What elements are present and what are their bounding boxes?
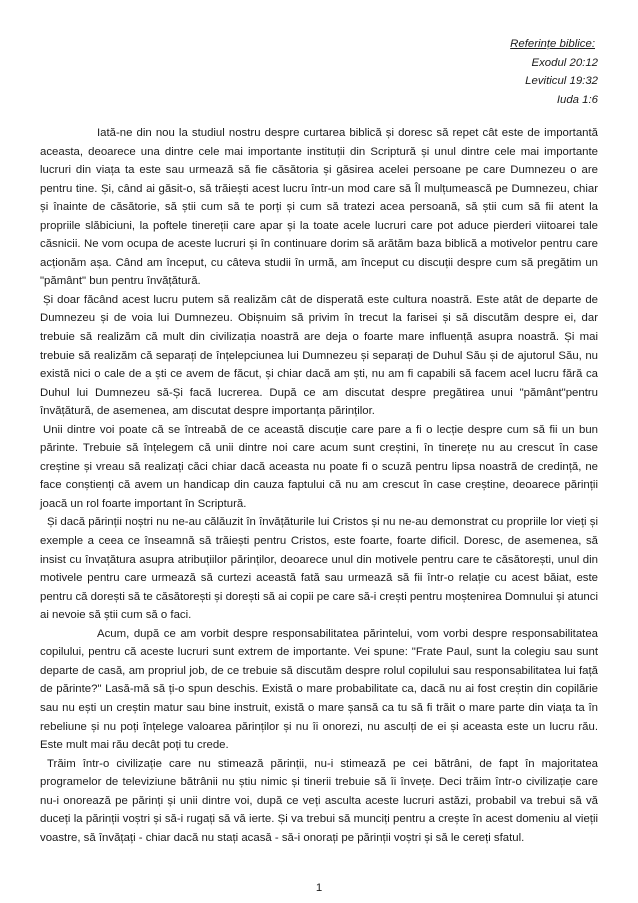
references-block bbox=[510, 35, 598, 109]
reference-item: Iuda 1:6 bbox=[556, 93, 598, 106]
paragraph: Și doar făcând acest lucru putem să realizăm cât de disperată este cultura noastră. Este atât de departe de Dumnezeu și de voia lui Dumnezeu. Obișnuim să privim în trecut la farisei și să discutăm despre ei, dar trebuie să realizăm că mult din civilizația noastră are deja o foarte mare influență asupra noastră. Și mai trebuie să realizăm că separați de înțelepciunea lui Dumnezeu și separați de Duhul Său și de ajutorul Său, nu există nici o cale de a ști ce avem de făcut, și chiar dacă am ști, nu am fi capabili să facem acel lucru fără ca Duhul lui Dumnezeu să-Și facă lucrerea. După ce am discutat despre pregătirea unui "pământ"pentru învățătură, de asemenea, am discutat despre importanța părinților. bbox=[40, 293, 598, 418]
references-heading: Referințe biblice: bbox=[510, 38, 595, 50]
paragraph: Iată-ne din nou la studiul nostru despre curtarea biblică și doresc să repet cât este de importantă aceasta, deoarece una dintre cele mai importante instituții din Scriptură și unul dintre cele mai importante lucruri din viața ta este sau urmează să fie căsătoria și găsirea acelei persoane pe care Dumnezeu o are pentru tine. Și, când ai găsit-o, să trăiești acest lucru într-un mod care să Îl mulțumească pe Dumnezeu, chiar și înainte de căsătorie, să știi cum să te porți și cum să tratezi acea persoană, să știi cum să fii atent la propriile slăbiciuni, la poftele tinereții care apar și la toate acele lucruri care pot aduce pierderi viitoarei tale căsnicii. Ne vom ocupa de aceste lucruri și în continuare dorim să arătăm baza biblică a motivelor pentru care acționăm așa. Când am început, cu câteva studii în urmă, am început cu discuții despre cum să pregătim un "pământ" bun pentru învățătură. bbox=[40, 127, 598, 288]
page-number: 1 bbox=[315, 882, 323, 894]
paragraph: Și dacă părinții noștri nu ne-au călăuzit în învățăturile lui Cristos și nu ne-au demonstrat cu propriile lor vieți și exemple a ceea ce înseamnă să trăiești pentru Cristos, este foarte, foarte dificil. Doresc, de asemenea, să insist cu învațătura asupra atribuțiilor părinților, deoarece unul din motivele pentru care te căsătorești, unul din motivele pentru care urmează să curtezi această fată sau urmează să fii într-o relație cu acest băiat, este pentru că dorești să te căsătorești și dorești să ai copii pe care să-i crești pentru moștenirea Domnului și atunci ai nevoie să știi cum să o faci. bbox=[40, 516, 598, 622]
body-text bbox=[40, 124, 598, 847]
paragraph: Acum, după ce am vorbit despre responsabilitatea părintelui, vom vorbi despre responsabilitatea copilului, pentru că aceste lucruri sunt extrem de importante. Vei spune: "Frate Paul, sunt la colegiu sau sunt departe de casă, am propriul job, de ce trebuie să discutăm despre rolul copilului sau responsabilitatea lui față de părinte?" Lasă-mă să ți-o spun deschis. Există o mare probabilitate ca, dacă nu ai fost creștin din copilărie sau nu ești un creștin matur sau bine instruit, există o mare șansă ca tu să fi trăit o mare parte din viața ta în rebeliune și nu poți înțelege valoarea părinților și nu îi onorezi, nu asculți de ei și aceasta este un lucru rău. Este mult mai rău decât poți tu crede. bbox=[40, 627, 598, 752]
paragraph: Unii dintre voi poate că se întreabă de ce această discuție care pare a fi o lecție despre cum să fii un bun părinte. Trebuie să înțelegem că unii dintre noi care acum sunt creștini, în tinerețe nu au crescut în case creștine și vreau să realizați căci chiar dacă aceasta nu poate fi o scuză pentru lipsa noastră de credință, ne face conștienți că avem un handicap din cauza faptului că nu am crescut în case creștine, deoarece părinții joacă un rol foarte important în Scriptură. bbox=[40, 423, 598, 510]
reference-item: Leviticul 19:32 bbox=[525, 75, 598, 88]
reference-item: Exodul 20:12 bbox=[531, 56, 598, 69]
paragraph: Trăim într-o civilizație care nu stimează părinții, nu-i stimează pe cei bătrâni, de fapt în majoritatea programelor de televiziune bătrânii nu știu nimic și tinerii trebuie să îi învețe. Deci trăim într-o civilizație care nu-i onorează pe părinți și unii dintre voi, după ce veți asculta aceste lucruri astăzi, probabil va trebui să vă duceți la părinții voștri și să-i rugați să vă ierte. Și va trebui să munciți pentru a crește în acest domeniu al vieții voastre, să învățați - chiar dacă nu stați acasă - să-i onorați pe părinții voștri și să le cereți sfatul. bbox=[40, 757, 598, 844]
